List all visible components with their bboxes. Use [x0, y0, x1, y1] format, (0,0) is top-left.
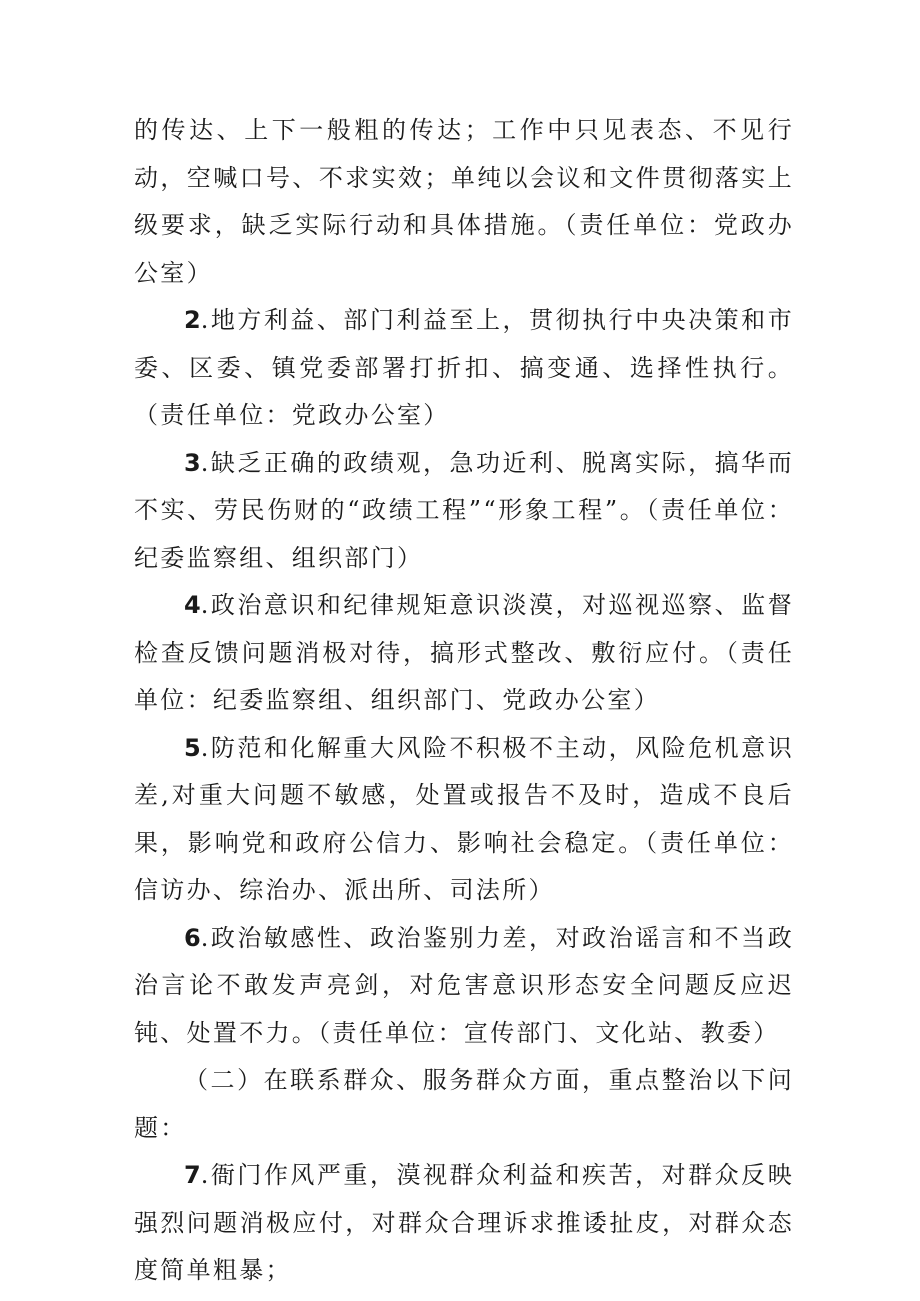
section-heading-text: （二）在联系群众、服务群众方面，重点整治以下问题： — [134, 1066, 794, 1142]
paragraph-text: .政治意识和纪律规矩意识淡漠，对巡视巡察、监督检查反馈问题消极对待，搞形式整改、敷衍应付。（责任单位：纪委监察组、组织部门、党政办公室） — [134, 591, 794, 714]
paragraph-item-7 — [134, 1152, 794, 1295]
paragraph-text: .地方利益、部门利益至上，贯彻执行中央决策和市委、区委、镇党委部署打折扣、搞变通、选择性执行。（责任单位：党政办公室） — [134, 306, 794, 429]
item-number: 6 — [184, 923, 201, 952]
document-body — [134, 107, 794, 1295]
paragraph-item-3 — [134, 440, 794, 583]
paragraph-item-4 — [134, 582, 794, 725]
item-number: 3 — [184, 448, 201, 477]
paragraph-item-5 — [134, 725, 794, 915]
paragraph-item-2 — [134, 297, 794, 440]
item-number: 7 — [184, 1161, 201, 1189]
paragraph-continuation — [134, 107, 794, 297]
paragraph-item-6 — [134, 915, 794, 1058]
item-number: 2 — [184, 306, 201, 334]
paragraph-text: 的传达、上下一般粗的传达；工作中只见表态、不见行动，空喊口号、不求实效；单纯以会议和文件贯彻落实上级要求，缺乏实际行动和具体措施。（责任单位：党政办公室） — [134, 116, 794, 287]
section-heading — [134, 1057, 794, 1152]
item-number: 4 — [184, 591, 201, 619]
item-number: 5 — [184, 733, 201, 762]
paragraph-text: .防范和化解重大风险不积极不主动，风险危机意识差,对重大问题不敏感，处置或报告不及时，造成不良后果，影响党和政府公信力、影响社会稳定。（责任单位：信访办、综治办、派出所、司法所） — [134, 733, 794, 904]
paragraph-text: .政治敏感性、政治鉴别力差，对政治谣言和不当政治言论不敢发声亮剑，对危害意识形态安全问题反应迟钝、处置不力。（责任单位：宣传部门、文化站、教委） — [134, 923, 794, 1047]
paragraph-text: .缺乏正确的政绩观，急功近利、脱离实际，搞华而不实、劳民伤财的“政绩工程”“形象工程”。（责任单位：纪委监察组、组织部门） — [134, 448, 794, 572]
paragraph-text: .衙门作风严重，漠视群众利益和疾苦，对群众反映强烈问题消极应付，对群众合理诉求推诿扯皮，对群众态度简单粗暴； — [134, 1161, 794, 1284]
